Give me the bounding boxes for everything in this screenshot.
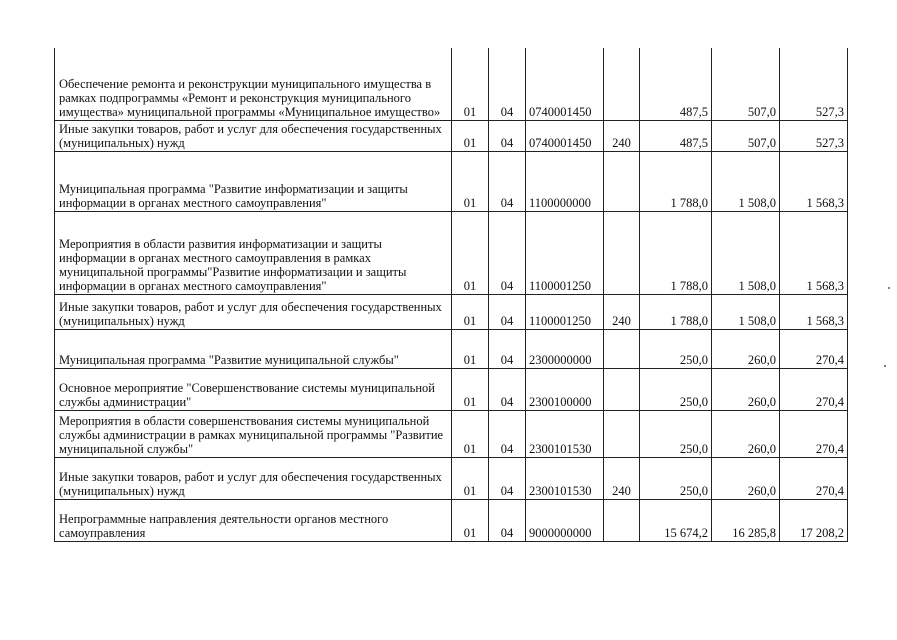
amount-year1-cell: 250,0 — [640, 458, 712, 500]
table-row — [55, 48, 848, 121]
expense-name-cell: Иные закупки товаров, работ и услуг для обеспечения государственных (муниципальных) нужд — [55, 121, 452, 152]
expense-type-cell — [604, 48, 640, 121]
expense-name-cell: Непрограммные направления деятельности органов местного самоуправления — [55, 500, 452, 542]
table-row — [55, 295, 848, 330]
table-row — [55, 458, 848, 500]
table-row — [55, 330, 848, 369]
target-article-cell: 2300000000 — [526, 330, 604, 369]
amount-year3-cell: 1 568,3 — [780, 152, 848, 212]
amount-year2-cell: 16 285,8 — [712, 500, 780, 542]
expense-type-cell — [604, 152, 640, 212]
subsection-code-cell: 04 — [489, 458, 526, 500]
section-code-cell: 01 — [452, 369, 489, 411]
amount-year2-cell: 1 508,0 — [712, 212, 780, 295]
amount-year2-cell: 260,0 — [712, 369, 780, 411]
expense-type-cell: 240 — [604, 121, 640, 152]
amount-year2-cell: 260,0 — [712, 411, 780, 458]
expense-type-cell: 240 — [604, 295, 640, 330]
subsection-code-cell: 04 — [489, 212, 526, 295]
amount-year3-cell: 270,4 — [780, 330, 848, 369]
amount-year2-cell: 1 508,0 — [712, 295, 780, 330]
table-row — [55, 121, 848, 152]
amount-year2-cell: 507,0 — [712, 121, 780, 152]
amount-year2-cell: 260,0 — [712, 458, 780, 500]
amount-year2-cell: 260,0 — [712, 330, 780, 369]
target-article-cell: 2300101530 — [526, 458, 604, 500]
amount-year3-cell: 527,3 — [780, 48, 848, 121]
scan-speck — [884, 365, 886, 367]
expense-name-cell: Обеспечение ремонта и реконструкции муниципального имущества в рамках подпрограммы «Ремонт и реконструкция муниципального имущества» муниципальной программы «Муниципальное имущество» — [55, 48, 452, 121]
amount-year3-cell: 17 208,2 — [780, 500, 848, 542]
expense-type-cell — [604, 330, 640, 369]
target-article-cell: 2300101530 — [526, 411, 604, 458]
amount-year3-cell: 1 568,3 — [780, 212, 848, 295]
target-article-cell: 2300100000 — [526, 369, 604, 411]
subsection-code-cell: 04 — [489, 295, 526, 330]
amount-year3-cell: 1 568,3 — [780, 295, 848, 330]
expense-name-cell: Мероприятия в области развития информатизации и защиты информации в органах местного самоуправления в рамках муниципальной программы"Развитие информатизации и защиты информации в органах местного самоуправления" — [55, 212, 452, 295]
table-row — [55, 152, 848, 212]
amount-year3-cell: 270,4 — [780, 369, 848, 411]
target-article-cell: 1100001250 — [526, 295, 604, 330]
subsection-code-cell: 04 — [489, 411, 526, 458]
table-row — [55, 411, 848, 458]
amount-year1-cell: 250,0 — [640, 369, 712, 411]
amount-year1-cell: 1 788,0 — [640, 152, 712, 212]
subsection-code-cell: 04 — [489, 121, 526, 152]
table-row — [55, 212, 848, 295]
expense-type-cell — [604, 212, 640, 295]
target-article-cell: 0740001450 — [526, 48, 604, 121]
target-article-cell: 1100001250 — [526, 212, 604, 295]
expense-name-cell: Муниципальная программа "Развитие муниципальной службы" — [55, 330, 452, 369]
amount-year2-cell: 1 508,0 — [712, 152, 780, 212]
amount-year3-cell: 270,4 — [780, 411, 848, 458]
expense-name-cell: Иные закупки товаров, работ и услуг для обеспечения государственных (муниципальных) нужд — [55, 295, 452, 330]
subsection-code-cell: 04 — [489, 330, 526, 369]
expense-name-cell: Муниципальная программа "Развитие информатизации и защиты информации в органах местного самоуправления" — [55, 152, 452, 212]
amount-year1-cell: 487,5 — [640, 121, 712, 152]
expense-name-cell: Основное мероприятие "Совершенствование системы муниципальной службы администрации" — [55, 369, 452, 411]
table-body — [55, 48, 848, 542]
budget-table — [54, 48, 848, 542]
section-code-cell: 01 — [452, 411, 489, 458]
subsection-code-cell: 04 — [489, 500, 526, 542]
subsection-code-cell: 04 — [489, 48, 526, 121]
section-code-cell: 01 — [452, 458, 489, 500]
section-code-cell: 01 — [452, 212, 489, 295]
target-article-cell: 9000000000 — [526, 500, 604, 542]
section-code-cell: 01 — [452, 500, 489, 542]
amount-year1-cell: 250,0 — [640, 411, 712, 458]
section-code-cell: 01 — [452, 330, 489, 369]
expense-type-cell — [604, 369, 640, 411]
amount-year1-cell: 1 788,0 — [640, 295, 712, 330]
scan-speck — [888, 287, 890, 289]
table-row — [55, 500, 848, 542]
expense-name-cell: Иные закупки товаров, работ и услуг для обеспечения государственных (муниципальных) нужд — [55, 458, 452, 500]
subsection-code-cell: 04 — [489, 369, 526, 411]
subsection-code-cell: 04 — [489, 152, 526, 212]
section-code-cell: 01 — [452, 121, 489, 152]
target-article-cell: 0740001450 — [526, 121, 604, 152]
section-code-cell: 01 — [452, 48, 489, 121]
expense-name-cell: Мероприятия в области совершенствования системы муниципальной службы администрации в рамках муниципальной программы "Развитие муниципальной службы" — [55, 411, 452, 458]
amount-year1-cell: 487,5 — [640, 48, 712, 121]
table-row — [55, 369, 848, 411]
amount-year1-cell: 250,0 — [640, 330, 712, 369]
amount-year1-cell: 15 674,2 — [640, 500, 712, 542]
amount-year2-cell: 507,0 — [712, 48, 780, 121]
expense-type-cell — [604, 411, 640, 458]
amount-year1-cell: 1 788,0 — [640, 212, 712, 295]
expense-type-cell: 240 — [604, 458, 640, 500]
section-code-cell: 01 — [452, 152, 489, 212]
amount-year3-cell: 527,3 — [780, 121, 848, 152]
section-code-cell: 01 — [452, 295, 489, 330]
amount-year3-cell: 270,4 — [780, 458, 848, 500]
target-article-cell: 1100000000 — [526, 152, 604, 212]
expense-type-cell — [604, 500, 640, 542]
